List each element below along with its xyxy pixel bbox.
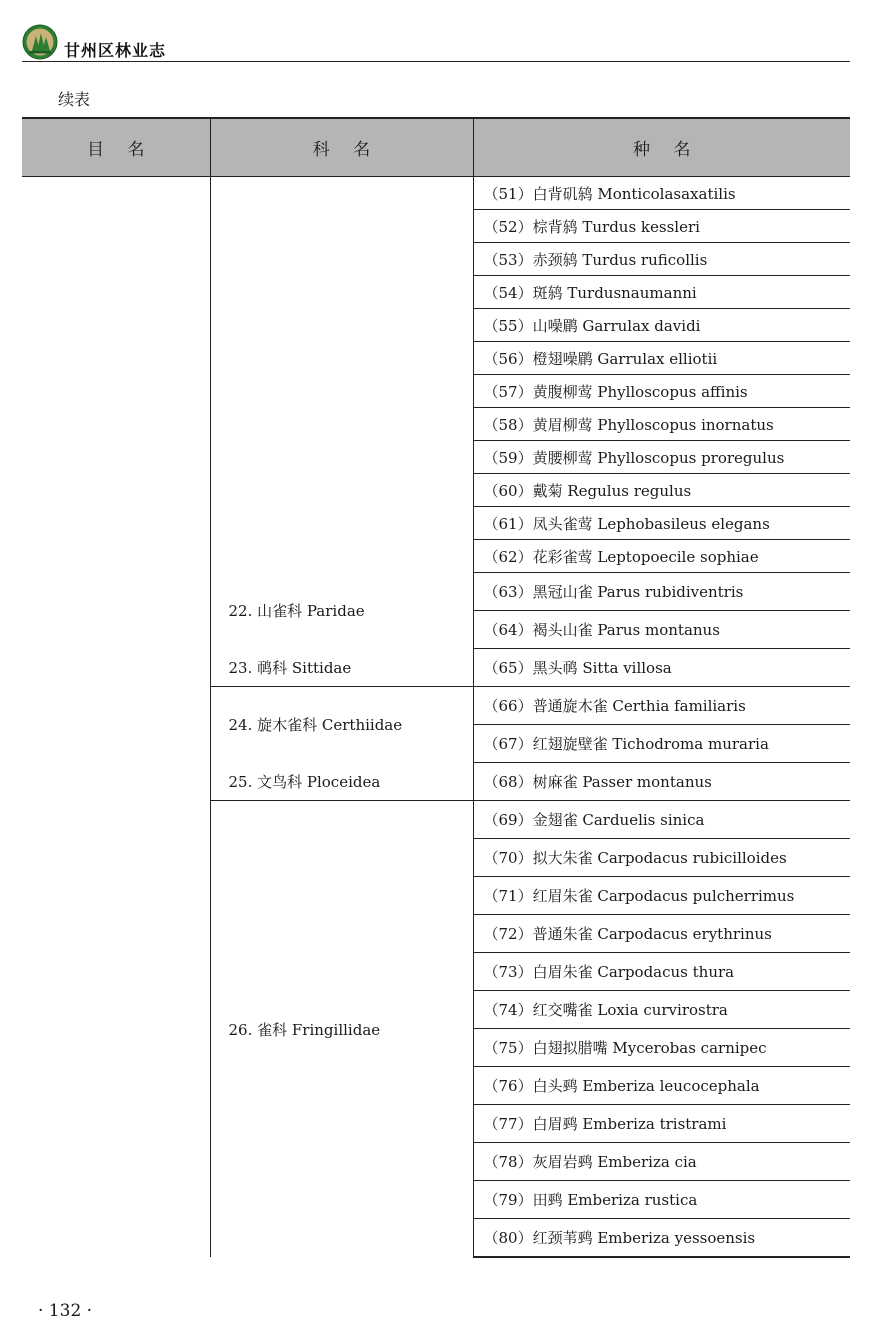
- species-cell: （57）黄腹柳莺 Phylloscopus affinis: [473, 375, 850, 408]
- species-cell: （70）拟大朱雀 Carpodacus rubicilloides: [473, 839, 850, 877]
- species-cell: （79）田鹀 Emberiza rustica: [473, 1181, 850, 1219]
- family-cell: 26. 雀科 Fringillidae: [210, 801, 473, 1258]
- species-cell: （54）斑鸫 Turdusnaumanni: [473, 276, 850, 309]
- species-cell: （67）红翅旋壁雀 Tichodroma muraria: [473, 725, 850, 763]
- species-cell: （75）白翅拟腊嘴 Mycerobas carnipec: [473, 1029, 850, 1067]
- species-cell: （56）橙翅噪鹛 Garrulax elliotii: [473, 342, 850, 375]
- species-cell: （64）褐头山雀 Parus montanus: [473, 611, 850, 649]
- species-cell: （61）凤头雀莺 Lephobasileus elegans: [473, 507, 850, 540]
- page-header: [22, 24, 850, 62]
- species-cell: （78）灰眉岩鹀 Emberiza cia: [473, 1143, 850, 1181]
- species-cell: （62）花彩雀莺 Leptopoecile sophiae: [473, 540, 850, 573]
- species-cell: （63）黑冠山雀 Parus rubidiventris: [473, 573, 850, 611]
- book-title: 甘州区林业志: [64, 41, 167, 60]
- species-cell: （76）白头鹀 Emberiza leucocephala: [473, 1067, 850, 1105]
- bird-species-table: [22, 117, 850, 1258]
- column-header-order: 目 名: [22, 118, 210, 177]
- page-number: · 132 ·: [38, 1301, 93, 1321]
- family-cell: 23. 䴓科 Sittidae: [210, 649, 473, 687]
- species-cell: （53）赤颈鸫 Turdus ruficollis: [473, 243, 850, 276]
- species-cell: （66）普通旋木雀 Certhia familiaris: [473, 687, 850, 725]
- species-cell: （65）黑头䴓 Sitta villosa: [473, 649, 850, 687]
- species-cell: （60）戴菊 Regulus regulus: [473, 474, 850, 507]
- family-cell: [210, 177, 473, 573]
- species-cell: （72）普通朱雀 Carpodacus erythrinus: [473, 915, 850, 953]
- species-cell: （74）红交嘴雀 Loxia curvirostra: [473, 991, 850, 1029]
- family-cell: 24. 旋木雀科 Certhiidae: [210, 687, 473, 763]
- species-cell: （77）白眉鹀 Emberiza tristrami: [473, 1105, 850, 1143]
- species-cell: （73）白眉朱雀 Carpodacus thura: [473, 953, 850, 991]
- column-header-species: 种 名: [473, 118, 850, 177]
- continued-label: 续表: [58, 90, 91, 109]
- species-cell: （59）黄腰柳莺 Phylloscopus proregulus: [473, 441, 850, 474]
- column-header-family: 科 名: [210, 118, 473, 177]
- species-cell: （80）红颈苇鹀 Emberiza yessoensis: [473, 1219, 850, 1258]
- species-cell: （68）树麻雀 Passer montanus: [473, 763, 850, 801]
- species-cell: （69）金翅雀 Carduelis sinica: [473, 801, 850, 839]
- family-cell: 25. 文鸟科 Ploceidea: [210, 763, 473, 801]
- table-row: [22, 177, 850, 210]
- species-cell: （52）棕背鸫 Turdus kessleri: [473, 210, 850, 243]
- order-cell: [22, 177, 210, 1258]
- species-cell: （55）山噪鹛 Garrulax davidi: [473, 309, 850, 342]
- forest-trees-logo-icon: [22, 24, 58, 60]
- species-cell: （58）黄眉柳莺 Phylloscopus inornatus: [473, 408, 850, 441]
- header-rule: [22, 61, 850, 62]
- family-cell: 22. 山雀科 Paridae: [210, 573, 473, 649]
- species-cell: （71）红眉朱雀 Carpodacus pulcherrimus: [473, 877, 850, 915]
- table-header-row: [22, 118, 850, 177]
- species-cell: （51）白背矶鸫 Monticolasaxatilis: [473, 177, 850, 210]
